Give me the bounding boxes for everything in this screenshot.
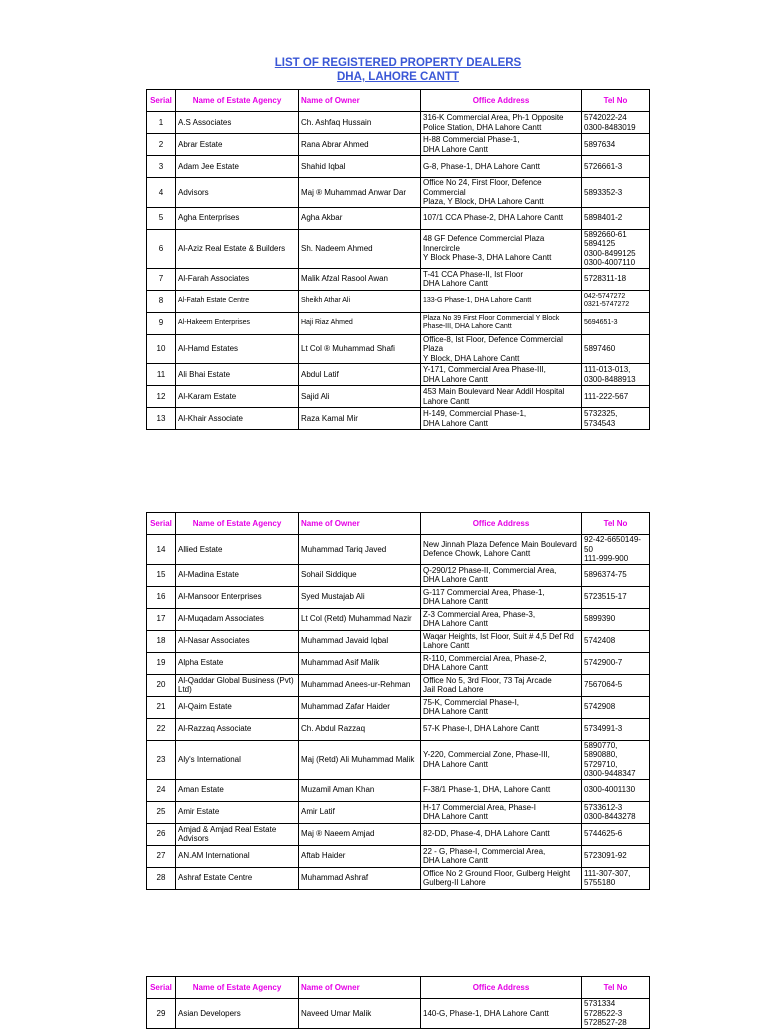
cell-agency: Al-Khair Associate <box>176 408 299 430</box>
cell-address: Q-290/12 Phase-II, Commercial Area, DHA Lahore Cantt <box>421 564 582 586</box>
header-address: Office Address <box>421 90 582 112</box>
cell-owner: Haji Riaz Ahmed <box>299 312 421 334</box>
cell-agency: Adam Jee Estate <box>176 156 299 178</box>
header-serial: Serial <box>147 977 176 999</box>
cell-address: 133-G Phase-1, DHA Lahore Cantt <box>421 290 582 312</box>
cell-owner: Maj (Retd) Ali Muhammad Malik <box>299 740 421 779</box>
cell-serial: 14 <box>147 535 176 565</box>
cell-tel: 5728311-18 <box>582 268 650 290</box>
cell-address: 75-K, Commercial Phase-I, DHA Lahore Cantt <box>421 696 582 718</box>
cell-serial: 22 <box>147 718 176 740</box>
table-row <box>147 845 650 867</box>
cell-address: New Jinnah Plaza Defence Main Boulevard Defence Chowk, Lahore Cantt <box>421 535 582 565</box>
cell-address: Waqar Heights, Ist Floor, Suit # 4,5 Def Rd Lahore Cantt <box>421 630 582 652</box>
cell-agency: Al-Fatah Estate Centre <box>176 290 299 312</box>
cell-tel: 5897634 <box>582 134 650 156</box>
table-row <box>147 229 650 268</box>
table-row <box>147 564 650 586</box>
cell-agency: Agha Enterprises <box>176 207 299 229</box>
cell-owner: Amir Latif <box>299 801 421 823</box>
header-address: Office Address <box>421 513 582 535</box>
cell-serial: 6 <box>147 229 176 268</box>
table-row <box>147 535 650 565</box>
cell-agency: Asian Developers <box>176 999 299 1029</box>
cell-address: G-117 Commercial Area, Phase-1, DHA Lahore Cantt <box>421 586 582 608</box>
cell-serial: 12 <box>147 386 176 408</box>
cell-tel: 5726661-3 <box>582 156 650 178</box>
cell-agency: Ali Bhai Estate <box>176 364 299 386</box>
cell-owner: Aftab Haider <box>299 845 421 867</box>
header-agency: Name of Estate Agency <box>176 513 299 535</box>
cell-tel: 5742900-7 <box>582 652 650 674</box>
table-row <box>147 586 650 608</box>
cell-owner: Muhammad Ashraf <box>299 867 421 889</box>
cell-address: Office No 5, 3rd Floor, 73 Taj Arcade Jail Road Lahore <box>421 674 582 696</box>
cell-owner: Muhammad Javaid Iqbal <box>299 630 421 652</box>
cell-address: 107/1 CCA Phase-2, DHA Lahore Cantt <box>421 207 582 229</box>
cell-owner: Muhammad Zafar Haider <box>299 696 421 718</box>
cell-tel: 5898401-2 <box>582 207 650 229</box>
cell-address: Y-220, Commercial Zone, Phase-III, DHA Lahore Cantt <box>421 740 582 779</box>
cell-tel: 5694651-3 <box>582 312 650 334</box>
cell-agency: Alpha Estate <box>176 652 299 674</box>
cell-tel: 0300-4001130 <box>582 779 650 801</box>
cell-tel: 7567064-5 <box>582 674 650 696</box>
cell-serial: 15 <box>147 564 176 586</box>
cell-address: 82-DD, Phase-4, DHA Lahore Cantt <box>421 823 582 845</box>
cell-tel: 5723515-17 <box>582 586 650 608</box>
cell-address: Z-3 Commercial Area, Phase-3, DHA Lahore Cantt <box>421 608 582 630</box>
table-row <box>147 156 650 178</box>
header-serial: Serial <box>147 513 176 535</box>
cell-agency: A.S Associates <box>176 112 299 134</box>
cell-address: 22 - G, Phase-I, Commercial Area, DHA Lahore Cantt <box>421 845 582 867</box>
table-row <box>147 290 650 312</box>
cell-address: 140-G, Phase-1, DHA Lahore Cantt <box>421 999 582 1029</box>
cell-agency: Al-Karam Estate <box>176 386 299 408</box>
cell-serial: 27 <box>147 845 176 867</box>
cell-owner: Ch. Ashfaq Hussain <box>299 112 421 134</box>
table-row <box>147 364 650 386</box>
cell-owner: Malik Afzal Rasool Awan <box>299 268 421 290</box>
cell-owner: Maj ® Muhammad Anwar Dar <box>299 178 421 208</box>
header-agency: Name of Estate Agency <box>176 90 299 112</box>
cell-serial: 24 <box>147 779 176 801</box>
cell-tel: 5742408 <box>582 630 650 652</box>
cell-address: Office-8, Ist Floor, Defence Commercial Plaza Y Block, DHA Lahore Cantt <box>421 334 582 364</box>
cell-address: Office No 24, First Floor, Defence Commercial Plaza, Y Block, DHA Lahore Cantt <box>421 178 582 208</box>
cell-tel: 111-222-567 <box>582 386 650 408</box>
cell-owner: Abdul Latif <box>299 364 421 386</box>
cell-serial: 20 <box>147 674 176 696</box>
cell-agency: Aman Estate <box>176 779 299 801</box>
cell-serial: 5 <box>147 207 176 229</box>
cell-serial: 11 <box>147 364 176 386</box>
cell-owner: Lt Col ® Muhammad Shafi <box>299 334 421 364</box>
cell-serial: 18 <box>147 630 176 652</box>
cell-owner: Muzamil Aman Khan <box>299 779 421 801</box>
table-row <box>147 696 650 718</box>
cell-tel: 5732325, 5734543 <box>582 408 650 430</box>
cell-owner: Agha Akbar <box>299 207 421 229</box>
cell-agency: Al-Hakeem Enterprises <box>176 312 299 334</box>
cell-tel: 5897460 <box>582 334 650 364</box>
cell-owner: Muhammad Tariq Javed <box>299 535 421 565</box>
cell-agency: Amir Estate <box>176 801 299 823</box>
table-row <box>147 823 650 845</box>
dealers-table-1 <box>146 89 650 430</box>
cell-owner: Sheikh Athar Ali <box>299 290 421 312</box>
table-row <box>147 779 650 801</box>
cell-serial: 21 <box>147 696 176 718</box>
cell-serial: 9 <box>147 312 176 334</box>
cell-tel: 5734991-3 <box>582 718 650 740</box>
cell-tel: 92-42-6650149-50 111-999-900 <box>582 535 650 565</box>
cell-serial: 4 <box>147 178 176 208</box>
cell-address: 316-K Commercial Area, Ph-1 Opposite Police Station, DHA Lahore Cantt <box>421 112 582 134</box>
cell-tel: 5890770, 5890880, 5729710, 0300-9448347 <box>582 740 650 779</box>
cell-address: H-149, Commercial Phase-1, DHA Lahore Cantt <box>421 408 582 430</box>
header-owner: Name of Owner <box>299 513 421 535</box>
table-row <box>147 268 650 290</box>
table-row <box>147 334 650 364</box>
header-tel: Tel No <box>582 90 650 112</box>
cell-tel: 5893352-3 <box>582 178 650 208</box>
cell-serial: 29 <box>147 999 176 1029</box>
cell-address: G-8, Phase-1, DHA Lahore Cantt <box>421 156 582 178</box>
cell-owner: Sohail Siddique <box>299 564 421 586</box>
cell-tel: 5733612-3 0300-8443278 <box>582 801 650 823</box>
table-row <box>147 386 650 408</box>
table-row <box>147 207 650 229</box>
cell-serial: 26 <box>147 823 176 845</box>
dealers-table-3 <box>146 976 650 1029</box>
table-row <box>147 178 650 208</box>
cell-serial: 10 <box>147 334 176 364</box>
cell-agency: Al-Qaddar Global Business (Pvt) Ltd) <box>176 674 299 696</box>
document-subtitle: DHA, LAHORE CANTT <box>336 71 460 83</box>
cell-serial: 16 <box>147 586 176 608</box>
header-agency: Name of Estate Agency <box>176 977 299 999</box>
dealers-table-2 <box>146 512 650 890</box>
cell-serial: 19 <box>147 652 176 674</box>
cell-serial: 13 <box>147 408 176 430</box>
document-title: LIST OF REGISTERED PROPERTY DEALERS <box>274 57 522 69</box>
cell-owner: Shahid Iqbal <box>299 156 421 178</box>
cell-address: H-17 Commercial Area, Phase-I DHA Lahore Cantt <box>421 801 582 823</box>
cell-tel: 042-5747272 0321-5747272 <box>582 290 650 312</box>
cell-serial: 1 <box>147 112 176 134</box>
cell-address: H-88 Commercial Phase-1, DHA Lahore Cantt <box>421 134 582 156</box>
header-owner: Name of Owner <box>299 90 421 112</box>
header-serial: Serial <box>147 90 176 112</box>
cell-agency: Al-Qaim Estate <box>176 696 299 718</box>
cell-agency: Al-Nasar Associates <box>176 630 299 652</box>
cell-owner: Lt Col (Retd) Muhammad Nazir <box>299 608 421 630</box>
cell-tel: 5723091-92 <box>582 845 650 867</box>
cell-owner: Naveed Umar Malik <box>299 999 421 1029</box>
cell-tel: 111-013-013, 0300-8488913 <box>582 364 650 386</box>
cell-agency: AN.AM International <box>176 845 299 867</box>
cell-address: Y-171, Commercial Area Phase-III, DHA Lahore Cantt <box>421 364 582 386</box>
table-row <box>147 718 650 740</box>
cell-agency: Advisors <box>176 178 299 208</box>
cell-owner: Ch. Abdul Razzaq <box>299 718 421 740</box>
table-row <box>147 408 650 430</box>
cell-owner: Muhammad Anees-ur-Rehman <box>299 674 421 696</box>
cell-tel: 5742022-24 0300-8483019 <box>582 112 650 134</box>
cell-serial: 7 <box>147 268 176 290</box>
cell-serial: 25 <box>147 801 176 823</box>
cell-agency: Al-Razzaq Associate <box>176 718 299 740</box>
cell-agency: Allied Estate <box>176 535 299 565</box>
cell-owner: Sh. Nadeem Ahmed <box>299 229 421 268</box>
cell-address: F-38/1 Phase-1, DHA, Lahore Cantt <box>421 779 582 801</box>
cell-owner: Raza Kamal Mir <box>299 408 421 430</box>
table-row <box>147 134 650 156</box>
cell-address: T-41 CCA Phase-II, Ist Floor DHA Lahore Cantt <box>421 268 582 290</box>
cell-address: 48 GF Defence Commercial Plaza Innercircle Y Block Phase-3, DHA Lahore Cantt <box>421 229 582 268</box>
cell-address: 453 Main Boulevard Near Addil Hospital Lahore Cantt <box>421 386 582 408</box>
cell-agency: Aly's International <box>176 740 299 779</box>
cell-tel: 5892660-61 5894125 0300-8499125 0300-4007110 <box>582 229 650 268</box>
cell-owner: Maj ® Naeem Amjad <box>299 823 421 845</box>
header-tel: Tel No <box>582 513 650 535</box>
table-row <box>147 674 650 696</box>
cell-agency: Al-Aziz Real Estate & Builders <box>176 229 299 268</box>
cell-tel: 5899390 <box>582 608 650 630</box>
table-row <box>147 112 650 134</box>
cell-agency: Amjad & Amjad Real Estate Advisors <box>176 823 299 845</box>
cell-agency: Abrar Estate <box>176 134 299 156</box>
header-owner: Name of Owner <box>299 977 421 999</box>
cell-agency: Ashraf Estate Centre <box>176 867 299 889</box>
cell-owner: Syed Mustajab Ali <box>299 586 421 608</box>
cell-agency: Al-Mansoor Enterprises <box>176 586 299 608</box>
cell-agency: Al-Hamd Estates <box>176 334 299 364</box>
cell-owner: Rana Abrar Ahmed <box>299 134 421 156</box>
table-row <box>147 867 650 889</box>
cell-owner: Muhammad Asif Malik <box>299 652 421 674</box>
cell-tel: 5731334 5728522-3 5728527-28 <box>582 999 650 1029</box>
cell-tel: 5744625-6 <box>582 823 650 845</box>
cell-agency: Al-Muqadam Associates <box>176 608 299 630</box>
cell-serial: 2 <box>147 134 176 156</box>
cell-agency: Al-Farah Associates <box>176 268 299 290</box>
cell-serial: 28 <box>147 867 176 889</box>
table-row <box>147 740 650 779</box>
cell-serial: 8 <box>147 290 176 312</box>
header-address: Office Address <box>421 977 582 999</box>
cell-address: 57-K Phase-I, DHA Lahore Cantt <box>421 718 582 740</box>
cell-tel: 111-307-307, 5755180 <box>582 867 650 889</box>
cell-owner: Sajid Ali <box>299 386 421 408</box>
cell-serial: 3 <box>147 156 176 178</box>
table-row <box>147 630 650 652</box>
cell-serial: 17 <box>147 608 176 630</box>
cell-address: Plaza No 39 First Floor Commercial Y Block Phase-III, DHA Lahore Cantt <box>421 312 582 334</box>
cell-tel: 5896374-75 <box>582 564 650 586</box>
table-row <box>147 652 650 674</box>
cell-agency: Al-Madina Estate <box>176 564 299 586</box>
table-row <box>147 312 650 334</box>
table-row <box>147 801 650 823</box>
table-row <box>147 608 650 630</box>
cell-address: R-110, Commercial Area, Phase-2, DHA Lahore Cantt <box>421 652 582 674</box>
cell-address: Office No 2 Ground Floor, Gulberg Height Gulberg-II Lahore <box>421 867 582 889</box>
cell-serial: 23 <box>147 740 176 779</box>
cell-tel: 5742908 <box>582 696 650 718</box>
header-tel: Tel No <box>582 977 650 999</box>
